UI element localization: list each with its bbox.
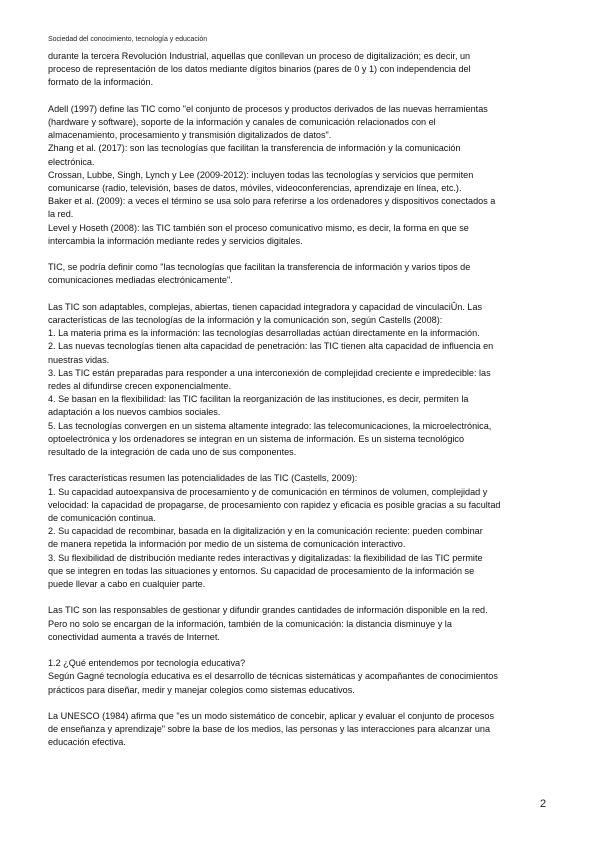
text-line: Crossan, Lubbe, Singh, Lynch y Lee (2009-2012): incluyen todas las tecnologías y servicios que permiten (48, 169, 474, 180)
section-educational-technology (48, 657, 548, 697)
text-line: 1. La materia prima es la información: las tecnologías desarrolladas actúan directamente en la información. (48, 328, 480, 339)
text-line: comunicaciones mediadas electrónicamente". (48, 275, 233, 286)
text-line: Pero no solo se encargan de la información, también de la comunicación: la distancia disminuye y la (48, 618, 452, 629)
paragraph-definition-continued (48, 50, 548, 90)
text-line: Adell (1997) define las TIC como "el conjunto de procesos y productos derivados de las nuevas herramientas (48, 103, 488, 114)
text-line: 3. Su flexibilidad de distribución mediante redes interactivas y digitalizadas: la flexibilidad de las TIC permite (48, 552, 483, 563)
text-line: la red. (48, 209, 74, 220)
text-line: TIC, se podría definir como "las tecnologías que facilitan la transferencia de información y varios tipos de (48, 262, 471, 273)
text-line: 2. Su capacidad de recombinar, basada en la digitalización y en la comunicación reciente: pueden combinar (48, 526, 483, 537)
text-line: (hardware y software), soporte de la información y canales de comunicación relacionados con el (48, 117, 436, 127)
text-line: optoelectrónica y los ordenadores se integran en un sistema de información. Es un sistema tecnológico (48, 433, 465, 444)
text-line: 2. Las nuevas tecnologías tienen alta capacidad de penetración: las TIC tienen alta capacidad de influencia en (48, 341, 494, 352)
text-line: 5. Las tecnologías convergen en un sistema altamente integrado: las telecomunicaciones, la microelectrónica, (48, 420, 492, 431)
text-line: prácticos para diseñar, medir y manejar colegios como sistemas educativos. (48, 684, 355, 695)
text-line: de manera repetida la información por medio de un sistema de comunicación interactivo. (48, 539, 406, 550)
text-line: Zhang et al. (2017): son las tecnologías que facilitan la transferencia de información y la comunicación (48, 143, 461, 154)
text-line: formato de la información. (48, 77, 154, 88)
text-line: puede llevar a cabo en cualquier parte. (48, 579, 206, 590)
paragraph-tic-responsibility (48, 604, 548, 644)
text-line: almacenamiento, procesamiento y transmisión digitalizados de datos". (48, 130, 332, 141)
text-line: características de las tecnologías de la información y la comunicación son, según Castells (2008): (48, 315, 443, 326)
paragraph-tic-characteristics (48, 301, 548, 459)
text-line: intercambia la información mediante redes y servicios digitales. (48, 235, 303, 246)
text-line: 4. Se basan en la flexibilidad: las TIC facilitan la reorganización de las instituciones, es decir, permiten la (48, 394, 469, 405)
text-line: 1. Su capacidad autoexpansiva de procesamiento y de comunicación en términos de volumen, complejidad y (48, 486, 488, 497)
text-line: Tres características resumen las potencialidades de las TIC (Castells, 2009): (48, 473, 358, 484)
text-line: Baker et al. (2009): a veces el término se usa solo para referirse a los ordenadores y dispositivos conectados a (48, 196, 496, 207)
text-line: 3. Las TIC están preparadas para responder a una interconexión de complejidad creciente e impredecible: las (48, 367, 491, 378)
text-line: adaptación a los nuevos cambios sociales. (48, 407, 221, 418)
page-number: 2 (540, 798, 547, 810)
text-line: comunicarse (radio, televisión, bases de datos, móviles, videoconferencias, aprendizaje en línea, etc.). (48, 183, 462, 194)
text-line: nuestras vidas. (48, 354, 110, 365)
running-header: Sociedad del conocimiento, tecnología y educación (48, 36, 208, 43)
text-line: resultado de la integración de cada uno de sus componentes. (48, 447, 297, 458)
text-line: de comunicación continua. (48, 513, 156, 524)
text-line: redes al difundirse crecen exponencialmente. (48, 381, 231, 392)
paragraph-unesco-definition (48, 710, 548, 750)
paragraph-tic-potentialities (48, 472, 548, 591)
text-line: conectividad aumenta a través de Internet. (48, 631, 220, 642)
text-line: Level y Hoseth (2008): las TIC también son el proceso comunicativo mismo, es decir, la forma en que se (48, 222, 469, 233)
text-line: que se integren en todas las situaciones y entornos. Su capacidad de procesamiento de la información se (48, 565, 475, 576)
text-line: Según Gagné tecnología educativa es el desarrollo de técnicas sistemáticas y acompañantes de conocimientos (48, 671, 498, 682)
document-body (48, 50, 548, 763)
text-line: electrónica. (48, 156, 95, 167)
text-line: educación efectiva. (48, 737, 126, 748)
text-line: durante la tercera Revolución Industrial, aquellas que conllevan un proceso de digitalización; es decir, un (48, 51, 471, 61)
text-line: proceso de representación de los datos mediante dígitos binarios (pares de 0 y 1) con independencia del (48, 64, 471, 75)
text-line: velocidad: la capacidad de propagarse, de procesamiento con rapidez y eficacia es posible gracias a su facultad (48, 499, 501, 510)
paragraph-tic-definition (48, 261, 548, 287)
section-heading: 1.2 ¿Qué entendemos por tecnología educativa? (48, 658, 246, 669)
text-line: Las TIC son adaptables, complejas, abiertas, tienen capacidad integradora y capacidad de vinculaciÛn. Las (48, 301, 483, 312)
text-line: La UNESCO (1984) afirma que "es un modo sistemático de concebir, aplicar y evaluar el conjunto de procesos (48, 711, 495, 722)
paragraph-author-definitions (48, 103, 548, 248)
text-line: de enseñanza y aprendizaje" sobre la base de los medios, las personas y las interacciones para alcanzar una (48, 724, 491, 735)
text-line: Las TIC son las responsables de gestionar y difundir grandes cantidades de información disponible en la red. (48, 605, 488, 616)
